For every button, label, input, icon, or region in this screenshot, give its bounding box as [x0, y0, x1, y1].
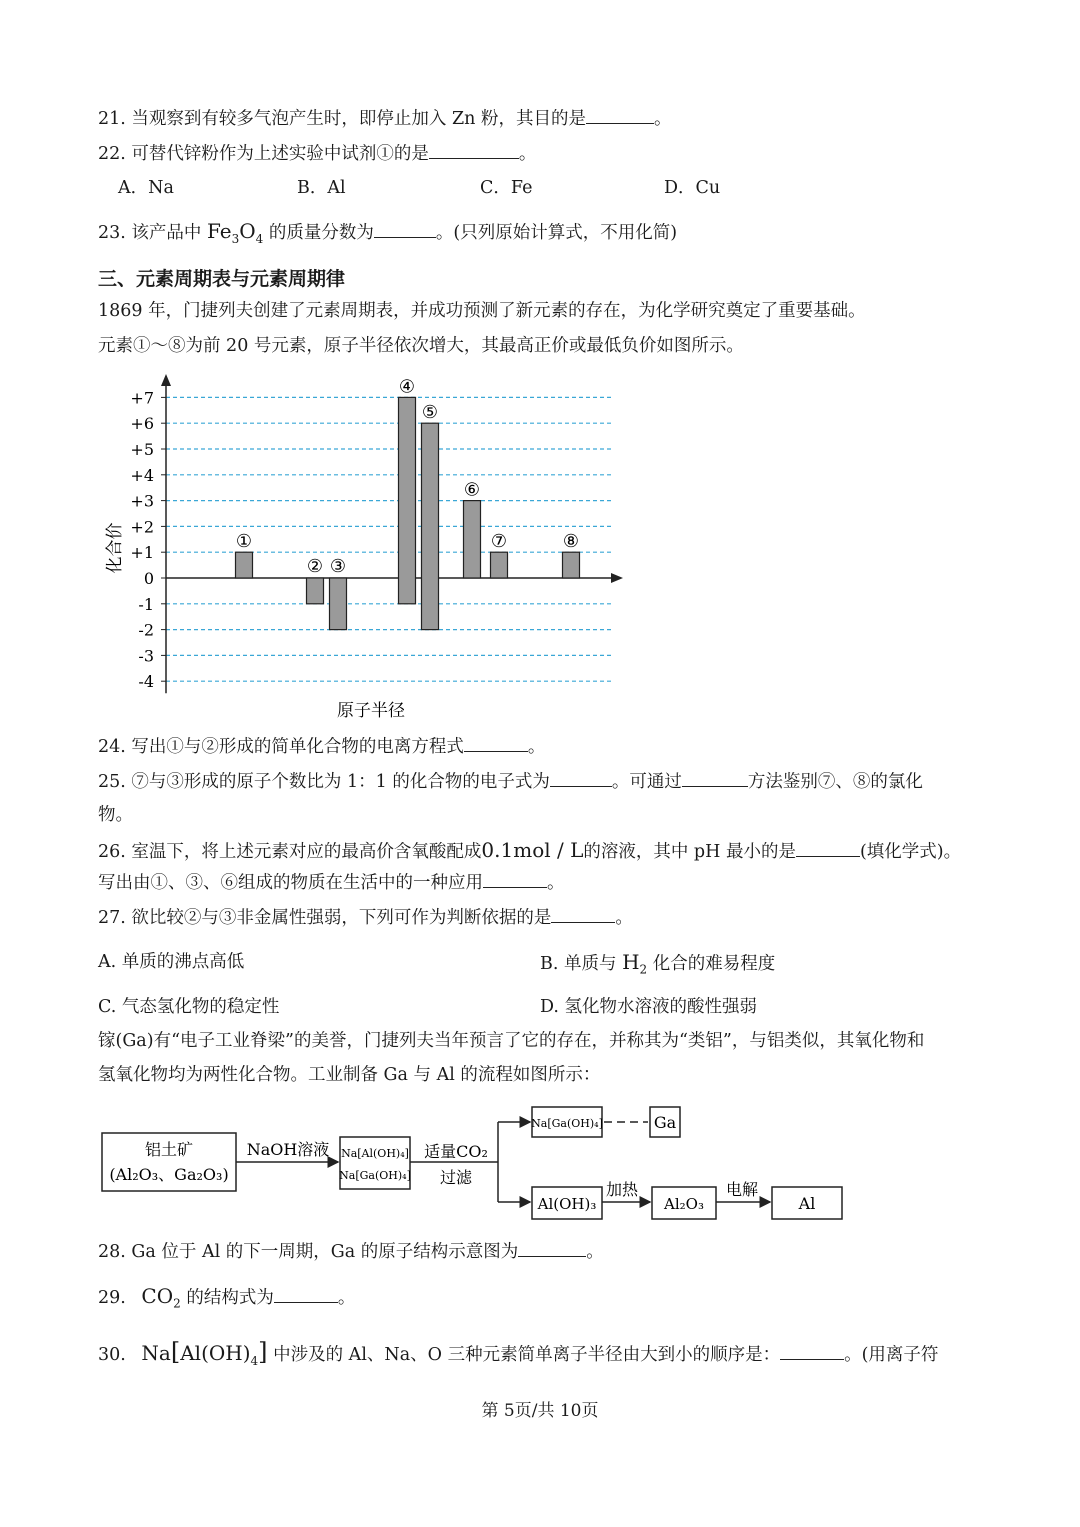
q22-option-b[interactable]: B．Al: [297, 178, 346, 198]
bar-label-5: ⑤: [421, 402, 439, 424]
x-axis-arrow: [611, 573, 623, 583]
q23-blank[interactable]: [374, 221, 436, 238]
question-24: 24. 写出①与②形成的简单化合物的电离方程式 。: [98, 737, 546, 757]
filter-label: 过滤: [439, 1168, 473, 1187]
q21-number: 21.: [98, 109, 126, 129]
valence-bar-chart: [96, 372, 636, 727]
q22-option-a[interactable]: A．Na: [118, 178, 174, 198]
q21-blank[interactable]: [586, 107, 654, 124]
q24-blank[interactable]: [464, 735, 528, 752]
section-title: 三、元素周期表与元素周期律: [98, 268, 346, 290]
q22-option-d[interactable]: D．Cu: [664, 178, 721, 198]
q25-blank-1[interactable]: [550, 770, 612, 787]
bar-label-6: ⑥: [463, 479, 481, 501]
question-28: 28. Ga 位于 Al 的下一周期，Ga 的原子结构示意图为 。: [98, 1242, 604, 1262]
q27-blank[interactable]: [551, 906, 615, 923]
bar-label-4: ④: [398, 376, 416, 398]
q26-line-2: 写出由①、③、⑥组成的物质在生活中的一种应用 。: [98, 873, 565, 893]
q22-option-c[interactable]: C．Fe: [480, 178, 533, 198]
heat-label: 加热: [605, 1180, 639, 1199]
concentration: 0.1mol / L: [481, 838, 584, 862]
q29-blank[interactable]: [274, 1286, 338, 1303]
x-axis-label: 原子半径: [337, 701, 405, 721]
y-tick-label: +1: [130, 543, 154, 563]
bar-label-8: ⑧: [562, 531, 580, 553]
y-tick-label: +2: [130, 517, 154, 537]
y-tick-label: 0: [143, 569, 154, 588]
y-tick-label: +4: [130, 465, 154, 485]
y-tick-label: +5: [130, 440, 154, 459]
q26-blank-2[interactable]: [483, 871, 547, 888]
y-tick-label: +6: [130, 414, 154, 434]
intro-paragraph-1: 1869 年，门捷列夫创建了元素周期表，并成功预测了新元素的存在，为化学研究奠定了重要基础。: [98, 301, 866, 321]
question-26: 26. 室温下，将上述元素对应的最高价含氧酸配成0.1mol / L的溶液，其中 pH 最小的是 (填化学式)。: [98, 838, 962, 862]
y-tick-label: -1: [138, 594, 154, 614]
y-tick-label: +3: [130, 491, 154, 511]
svg-text:Al₂O₃: Al₂O₃: [664, 1195, 704, 1213]
q27-option-c[interactable]: C. 气态氢化物的稳定性: [98, 997, 280, 1017]
bar-label-3: ③: [329, 556, 347, 577]
q22-number: 22.: [98, 144, 126, 164]
bar-3: [330, 578, 347, 630]
q27-option-d[interactable]: D. 氢化物水溶液的酸性强弱: [540, 997, 758, 1017]
q27-option-b[interactable]: B. 单质与 $H_2$ 化合的难易程度: [540, 950, 776, 977]
q22-text: 可替代锌粉作为上述实验中试剂①的是: [131, 144, 429, 164]
question-30: 30. $Na[Al(OH)_4]$ 中涉及的 Al、Na、O 三种元素简单离子半径由大到小的顺序是： 。(用离子符: [98, 1338, 939, 1368]
svg-text:Na[Ga(OH)₄]: Na[Ga(OH)₄]: [339, 1169, 411, 1182]
y-tick-label: -4: [138, 672, 154, 692]
y-axis-arrow: [161, 374, 171, 386]
electrolysis-label: 电解: [725, 1180, 759, 1199]
q26-blank-1[interactable]: [796, 840, 860, 857]
y-axis-label: 化合价: [105, 522, 125, 574]
question-29: 29. $CO_2$ 的结构式为 。: [98, 1284, 356, 1311]
svg-text:Na[Al(OH)₄]: Na[Al(OH)₄]: [341, 1147, 409, 1160]
bar-4: [399, 397, 416, 603]
co2-label: 适量CO₂: [424, 1142, 488, 1161]
ga-paragraph-1: 镓(Ga)有“电子工业脊梁”的美誉，门捷列夫当年预言了它的存在，并称其为“类铝”，与铝类似，其氧化物和: [98, 1031, 925, 1051]
q21-text: 当观察到有较多气泡产生时，即停止加入 Zn 粉，其目的是: [131, 109, 586, 129]
fe3o4-formula: $Fe_3O_4$: [207, 219, 264, 246]
bar-label-7: ⑦: [490, 531, 508, 553]
svg-text:Na[Ga(OH)₄]: Na[Ga(OH)₄]: [531, 1117, 603, 1130]
bar-8: [563, 552, 580, 578]
q28-blank[interactable]: [518, 1240, 586, 1257]
q27-option-a[interactable]: A. 单质的沸点高低: [98, 952, 245, 972]
bar-label-1: ①: [235, 531, 253, 553]
bar-7: [491, 552, 508, 578]
intro-paragraph-2: 元素①～⑧为前 20 号元素，原子半径依次增大，其最高正价或最低负价如图所示。: [98, 336, 744, 356]
y-tick-label: -3: [138, 646, 154, 666]
question-22: 22. 可替代锌粉作为上述实验中试剂①的是 。: [98, 144, 537, 164]
q25-blank-2[interactable]: [682, 770, 748, 787]
q30-blank[interactable]: [780, 1343, 844, 1360]
bar-5: [422, 423, 439, 629]
svg-text:Al(OH)₃: Al(OH)₃: [537, 1195, 597, 1213]
q25-continuation: 物。: [98, 805, 133, 825]
y-tick-label: +7: [130, 388, 154, 408]
question-23: 23. 该产品中 $Fe_3O_4$ 的质量分数为 。(只列原始计算式，不用化简): [98, 219, 678, 246]
ore-label: 铝土矿: [144, 1140, 194, 1159]
svg-text:Ga: Ga: [653, 1113, 677, 1132]
question-21: 21. 当观察到有较多气泡产生时，即停止加入 Zn 粉，其目的是 。: [98, 109, 672, 129]
question-25: 25. ⑦与③形成的原子个数比为 1：1 的化合物的电子式为 。可通过 方法鉴别⑦、⑧的氯化: [98, 772, 923, 792]
page-footer: 第 5页/共 10页: [481, 1401, 599, 1421]
y-tick-label: -2: [138, 620, 154, 640]
bar-label-2: ②: [306, 556, 324, 577]
question-27: 27. 欲比较②与③非金属性强弱，下列可作为判断依据的是 。: [98, 908, 633, 928]
svg-text:Al: Al: [798, 1194, 816, 1213]
q22-blank[interactable]: [429, 142, 519, 159]
bar-2: [307, 578, 324, 604]
process-flow-diagram: [98, 1095, 848, 1225]
na-aloh4-formula: $Na[Al(OH)_4]$: [141, 1338, 268, 1368]
bar-6: [464, 501, 481, 578]
bar-1: [236, 552, 253, 578]
naoh-label: NaOH溶液: [246, 1140, 330, 1159]
ore-composition: (Al₂O₃、Ga₂O₃): [109, 1165, 229, 1184]
ga-paragraph-2: 氢氧化物均为两性化合物。工业制备 Ga 与 Al 的流程如图所示：: [98, 1065, 601, 1085]
